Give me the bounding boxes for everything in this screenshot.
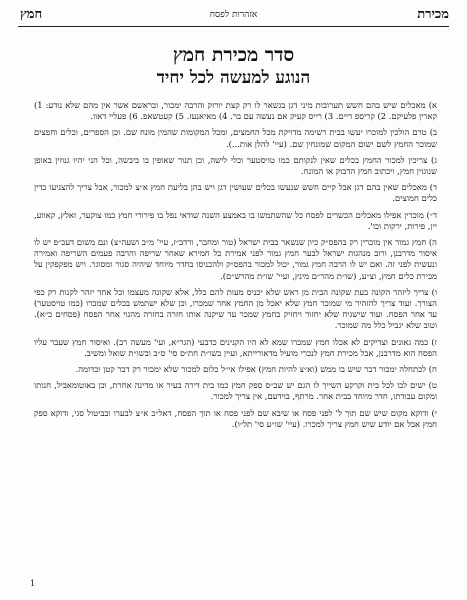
document-title: סדר מכירת חמץ — [172, 44, 295, 66]
paragraph: ה) חמץ גמור אין מוכרין רק בהפס״ק כיון שנשאר בבית ישראל (טור ומחבר, ורדב״ז, עיי' מ״ב ושעה״צ) ונם משום דעכ״פ יש לו איסור מדרבנן, ורוב מנהגות ישראל לבער חמץ גמור לפני אמירת כל חמירא שאחר שריפה והרבה פעמים השריפה ואמירה ונעשית לפני זה. ואם יש לו הרבה חמץ גמור, יכול למכור בהפס״ק ולהכניסו בחדר מיוחד שיהיה סגור ומסוגר. ויש מפקפקין על מכירת כלים חמץ, וצ״ע, (שו״ת מהר״ם מינץ, ועיי' שו״ת מהרש״ם). — [34, 237, 437, 281]
header-rule — [18, 26, 449, 27]
paragraph: ד) מאכלים שאין בהם דגן אבל קיים חשש שנעשו בכלים שעושין דגן ויש בהן בליעת חמץ א״צ למכור, אבל צריך להצניעו כדין כלים חמוצים. — [34, 182, 437, 204]
document-body — [34, 100, 437, 435]
header-center-title: אזהרות לפסח — [209, 10, 258, 20]
header-right-word: מכירת — [417, 7, 449, 22]
paragraph: א) מאכלים שיש בהם חשש תערובות מיני דגן בגשאר לו רק קצת יורזק והרבה ימכור, ובראשם אשר אין מהם שלא נודע: 1) קארין פלעיקם. 2) קריספ ריים. 3) רייס קעיק אם נעשה עם בר. 4) מאיאנעז. 5) קעטשאפ. 6) פעליי דאוו. — [34, 100, 437, 122]
paragraph: ב) טרם הולכין למוכרו יעשו בבית רשימה מדויקת מכל החמצים, ומכל המקומות שהמין מונח שם. וכן הספרים, וכלים וחפצים שמוכר החמץ לשם ישום המקום שמונחין שם. (עיי' להלן אות...). — [34, 127, 437, 149]
header-left-word: חמץ — [20, 7, 43, 22]
paragraph: ג) צריכין למכור החמץ בכלים שאין לנקותם כמו טויסטער וכלי לישה, וכן תנור שאופין בו ביבשה, וכל הני יהיו גנוזין באופן שנוגזין חמץ, ויכתוב חמץ הדבוק או המונח. — [34, 154, 437, 177]
paragraph: ח) לכתחלה ימכור דבר שיש בו ממש (וא״צ להיות חמץ) אפילו אי״ל כלום למכור שלא ימכור רק דבר קטן וכדומה. — [75, 364, 437, 375]
paragraph: ט) ישים לבו לכל בית וקרקע השייך לו הגם יש שב״ס ספק חמץ כמו בית דירה בעיר או מדינה אחרת, וכן באוטומאביל, חנותו ומקום עבודתו, חדר מיוחד בבית אחר. מרתף, בוידעם, אין צריך למכור. — [34, 380, 437, 402]
paragraph: ו) צריך ליזהר הקונה בעת שקונה הבית מן ראש שלא יכניס מעות להם כלל, אלא שקונה מעצמו וכל אחד יזהר לקנות רק כפי הצורך. ועוד צריך להזהיר מי שמוכר חמץ שלא יאכל מן החמץ אחר שמכרו, וכן שלא ישתמש בכלים שמכרו (כמו טויסטער) עד אחר הפסח. ועוד שישגיח שלא יחזור ויחזיק בחמץ שמכר עד שיקנה אותו חזרה בחזרה מהגוי אחר הפסח (פסחים כ״א). וטוב שלא יגביל כלל מה שמוכר. — [34, 286, 437, 331]
paragraph: ד״) מוכרין אפילו מאכלים הכשרים לפסח כל שהשתמשו בו באמצע השנה שודאי נפל בו פירורי חמץ כמו צוקער, זאלץ, קאווע, יין, פירות, ירקות וכו'. — [34, 209, 437, 231]
document-subtitle: הנוגע למעשה לכל יחיד — [156, 68, 311, 88]
page-number: 1 — [30, 579, 36, 588]
paragraph: ז) כמה גאונים וצדיקים לא אכלו חמץ שמכרו שמא לא היו הקנינים כדבעי (הגר״א, ועי' מעשה רב). ואיסור חמץ שעבר עליו הפסח הוא מדרבנן, אבל מכירת חמץ לנכרי מועיל מדאורייתא, ועיין בשו״ת חת״ס סי' ס״ב ובשו״ת שואל ומשיב. — [34, 336, 437, 358]
paragraph: י) ודוקא מקום שיש שם תוך ל' לפני פסח או שיבא שם לפני פסח או תוך הפסח, דאל״כ א״צ לבערו ובביטול סגי, ודוקא ספק חמץ אבל אם יודע שיש חמץ צריך למכרו. (עיי' שו״ע סי' תל״ו). — [34, 407, 437, 429]
